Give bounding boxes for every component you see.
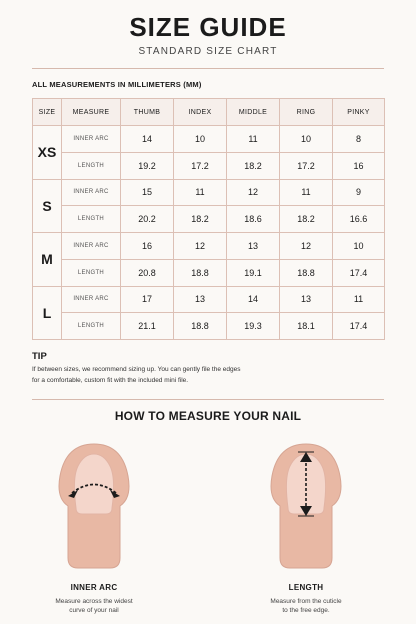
measure-label: INNER ARC xyxy=(62,179,121,206)
table-row xyxy=(33,259,385,286)
column-header-middle: MIDDLE xyxy=(227,99,280,126)
inner-arc-description xyxy=(24,597,164,615)
description-line: Measure from the cuticle xyxy=(270,598,342,605)
inner-arc-nail-illustration xyxy=(54,438,134,578)
length-label: LENGTH xyxy=(288,583,324,592)
size-table xyxy=(32,98,385,340)
table-cell: 17.2 xyxy=(280,152,333,179)
table-cell: 21.1 xyxy=(121,313,174,340)
page-subtitle: STANDARD SIZE CHART xyxy=(138,46,278,57)
table-row xyxy=(33,206,385,233)
size-s-label: S xyxy=(33,179,62,233)
measure-label: LENGTH xyxy=(62,313,121,340)
table-cell: 19.3 xyxy=(227,313,280,340)
table-cell: 18.6 xyxy=(227,206,280,233)
table-cell: 17.4 xyxy=(333,313,385,340)
length-description xyxy=(236,597,376,615)
table-cell: 9 xyxy=(333,179,385,206)
tip-line: If between sizes, we recommend sizing up. You can gently file the edges xyxy=(32,366,241,373)
measure-label: INNER ARC xyxy=(62,286,121,313)
table-row xyxy=(33,233,385,260)
table-row xyxy=(33,179,385,206)
divider xyxy=(32,68,384,69)
table-cell: 12 xyxy=(174,233,227,260)
column-header-thumb: THUMB xyxy=(121,99,174,126)
measure-label: INNER ARC xyxy=(62,233,121,260)
column-header-pinky: PINKY xyxy=(333,99,385,126)
measure-label: LENGTH xyxy=(62,259,121,286)
table-cell: 19.1 xyxy=(227,259,280,286)
table-row xyxy=(33,152,385,179)
table-cell: 13 xyxy=(280,286,333,313)
measure-label: LENGTH xyxy=(62,152,121,179)
table-cell: 11 xyxy=(174,179,227,206)
column-header-size: SIZE xyxy=(33,99,62,126)
table-cell: 18.2 xyxy=(227,152,280,179)
table-cell: 11 xyxy=(227,126,280,153)
table-cell: 10 xyxy=(174,126,227,153)
table-row xyxy=(33,286,385,313)
description-line: Measure across the widest xyxy=(55,598,133,605)
description-line: to the free edge. xyxy=(282,607,330,614)
description-line: curve of your nail xyxy=(69,607,119,614)
table-cell: 11 xyxy=(333,286,385,313)
size-m-label: M xyxy=(33,233,62,287)
size-l-label: L xyxy=(33,286,62,340)
table-cell: 17.4 xyxy=(333,259,385,286)
table-cell: 18.8 xyxy=(174,313,227,340)
table-header-row xyxy=(33,99,385,126)
tip-title: TIP xyxy=(32,351,47,362)
inner-arc-label: INNER ARC xyxy=(70,583,118,592)
table-cell: 11 xyxy=(280,179,333,206)
tip-text xyxy=(32,364,384,386)
size-xs-label: XS xyxy=(33,126,62,180)
table-cell: 18.1 xyxy=(280,313,333,340)
table-cell: 16.6 xyxy=(333,206,385,233)
column-header-index: INDEX xyxy=(174,99,227,126)
table-cell: 13 xyxy=(174,286,227,313)
table-cell: 16 xyxy=(121,233,174,260)
table-cell: 15 xyxy=(121,179,174,206)
table-cell: 12 xyxy=(227,179,280,206)
measure-label: LENGTH xyxy=(62,206,121,233)
table-cell: 17 xyxy=(121,286,174,313)
length-nail-illustration xyxy=(266,438,346,578)
table-cell: 18.2 xyxy=(280,206,333,233)
table-cell: 20.2 xyxy=(121,206,174,233)
table-cell: 8 xyxy=(333,126,385,153)
page-title: SIZE GUIDE xyxy=(129,12,287,42)
table-cell: 10 xyxy=(280,126,333,153)
column-header-ring: RING xyxy=(280,99,333,126)
table-cell: 17.2 xyxy=(174,152,227,179)
table-cell: 18.8 xyxy=(280,259,333,286)
table-cell: 16 xyxy=(333,152,385,179)
table-row xyxy=(33,126,385,153)
table-cell: 14 xyxy=(227,286,280,313)
table-cell: 10 xyxy=(333,233,385,260)
tip-line: for a comfortable, custom fit with the included mini file. xyxy=(32,377,189,384)
table-cell: 19.2 xyxy=(121,152,174,179)
measure-label: INNER ARC xyxy=(62,126,121,153)
table-caption: ALL MEASUREMENTS IN MILLIMETERS (MM) xyxy=(32,80,202,89)
table-row xyxy=(33,313,385,340)
table-cell: 18.2 xyxy=(174,206,227,233)
table-cell: 20.8 xyxy=(121,259,174,286)
table-cell: 14 xyxy=(121,126,174,153)
table-cell: 18.8 xyxy=(174,259,227,286)
table-cell: 12 xyxy=(280,233,333,260)
how-to-title: HOW TO MEASURE YOUR NAIL xyxy=(114,409,302,423)
column-header-measure: MEASURE xyxy=(62,99,121,126)
divider xyxy=(32,399,384,400)
table-cell: 13 xyxy=(227,233,280,260)
nail-shape xyxy=(74,454,113,514)
